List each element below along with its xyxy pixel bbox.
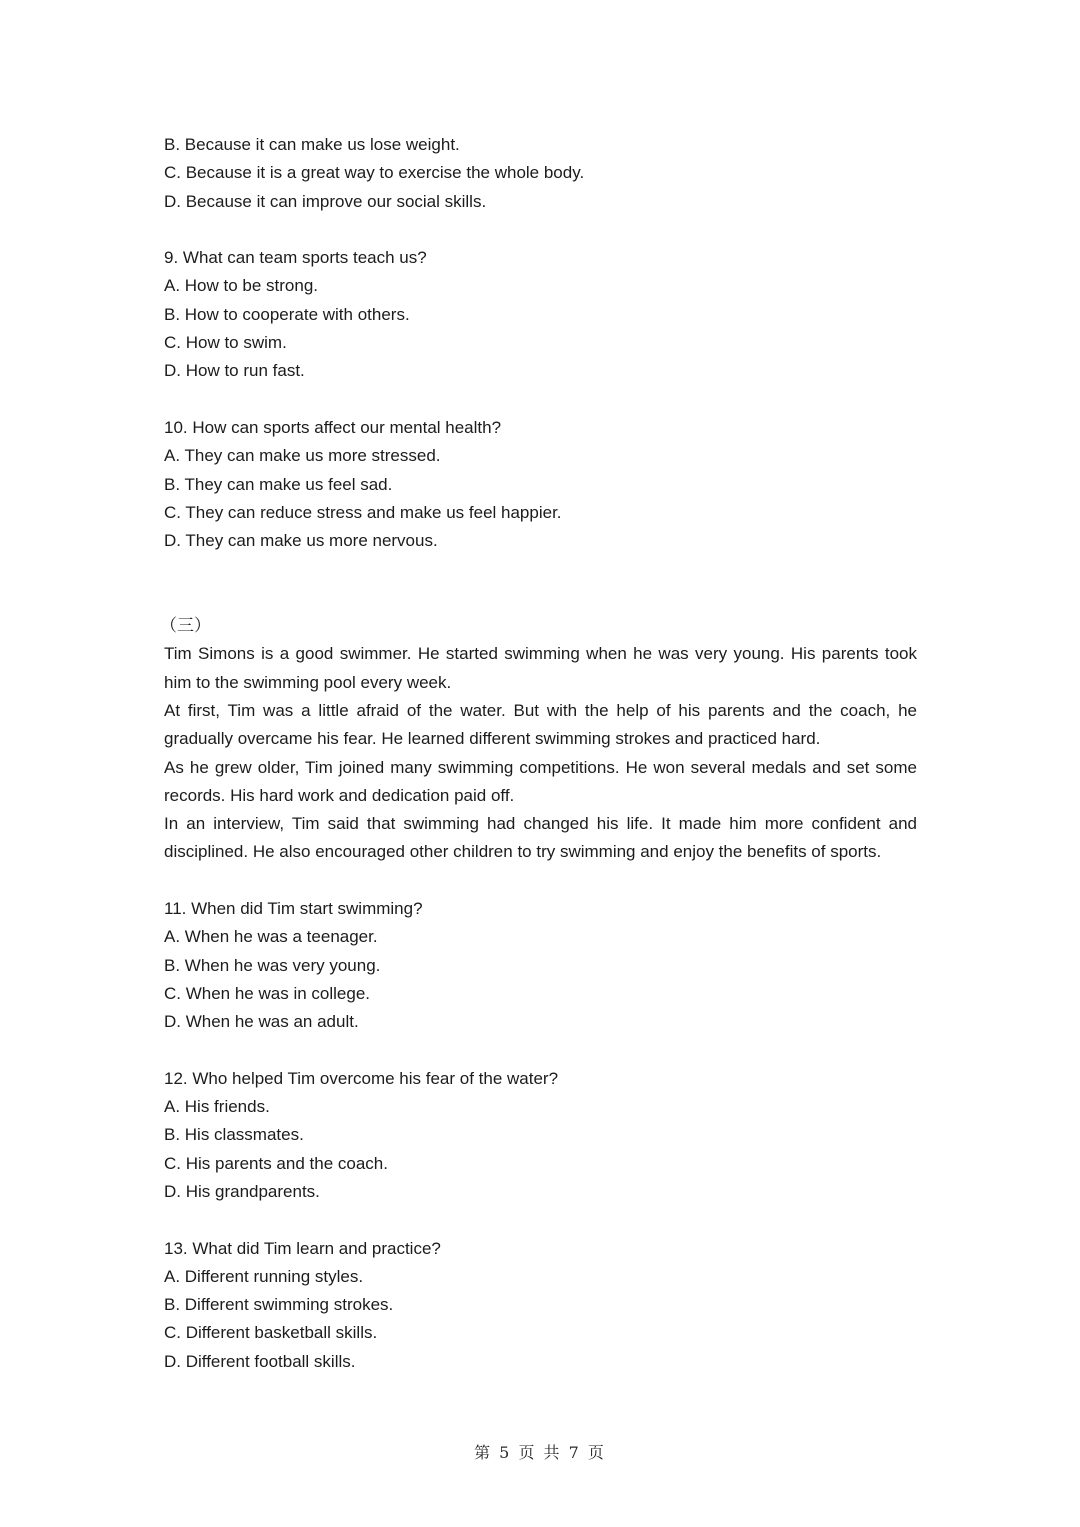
q13-option-b: B. Different swimming strokes. [164, 1295, 394, 1315]
q10-question: 10. How can sports affect our mental health? [164, 417, 502, 437]
q13-option-a: A. Different running styles. [164, 1266, 364, 1286]
page-content [160, 131, 917, 1376]
q12-option-d: D. His grandparents. [164, 1181, 320, 1201]
q9-option-c: C. How to swim. [164, 333, 287, 353]
q11-option-d: D. When he was an adult. [164, 1012, 359, 1032]
q11-option-c: C. When he was in college. [164, 983, 370, 1003]
reading-passage-3 [160, 612, 917, 867]
question-10 [164, 414, 917, 555]
q13-option-d: D. Different football skills. [164, 1351, 356, 1371]
q8-option-d: D. Because it can improve our social skills. [164, 191, 487, 211]
question-13 [164, 1235, 917, 1376]
question-12 [164, 1065, 917, 1206]
q13-question: 13. What did Tim learn and practice? [164, 1238, 441, 1258]
q12-option-b: B. His classmates. [164, 1125, 304, 1145]
passage-paragraph-1: Tim Simons is a good swimmer. He started swimming when he was very young. His parents took him to the swimming pool every week. [164, 644, 917, 692]
q9-question: 9. What can team sports teach us? [164, 248, 427, 268]
q11-question: 11. When did Tim start swimming? [164, 899, 423, 919]
q12-question: 12. Who helped Tim overcome his fear of the water? [164, 1068, 559, 1088]
passage-paragraph-3: As he grew older, Tim joined many swimming competitions. He won several medals and set some records. His hard work and dedication paid off. [164, 757, 917, 805]
q11-option-a: A. When he was a teenager. [164, 927, 378, 947]
q9-option-d: D. How to run fast. [164, 361, 305, 381]
passage-paragraph-4: In an interview, Tim said that swimming had changed his life. It made him more confident and disciplined. He also encouraged other children to try swimming and enjoy the benefits of sports. [164, 814, 917, 862]
q10-option-d: D. They can make us more nervous. [164, 531, 438, 551]
q8-option-b: B. Because it can make us lose weight. [164, 135, 460, 154]
page-number-footer: 第 5 页 共 7 页 [474, 1443, 606, 1462]
q9-option-b: B. How to cooperate with others. [164, 304, 410, 324]
q10-option-c: C. They can reduce stress and make us feel happier. [164, 502, 562, 522]
q10-option-a: A. They can make us more stressed. [164, 446, 441, 466]
q13-option-c: C. Different basketball skills. [164, 1323, 378, 1343]
question-8-options [164, 131, 917, 216]
question-11 [164, 895, 917, 1036]
q10-option-b: B. They can make us feel sad. [164, 474, 393, 494]
q11-option-b: B. When he was very young. [164, 955, 381, 975]
q9-option-a: A. How to be strong. [164, 276, 319, 296]
question-9 [164, 244, 917, 385]
q8-option-c: C. Because it is a great way to exercise the whole body. [164, 163, 585, 183]
passage-paragraph-2: At first, Tim was a little afraid of the water. But with the help of his parents and the coach, he gradually overcame his fear. He learned different swimming strokes and practiced hard. [164, 700, 917, 749]
q12-option-c: C. His parents and the coach. [164, 1153, 388, 1173]
q12-option-a: A. His friends. [164, 1097, 270, 1117]
section-heading: （三） [160, 616, 211, 636]
